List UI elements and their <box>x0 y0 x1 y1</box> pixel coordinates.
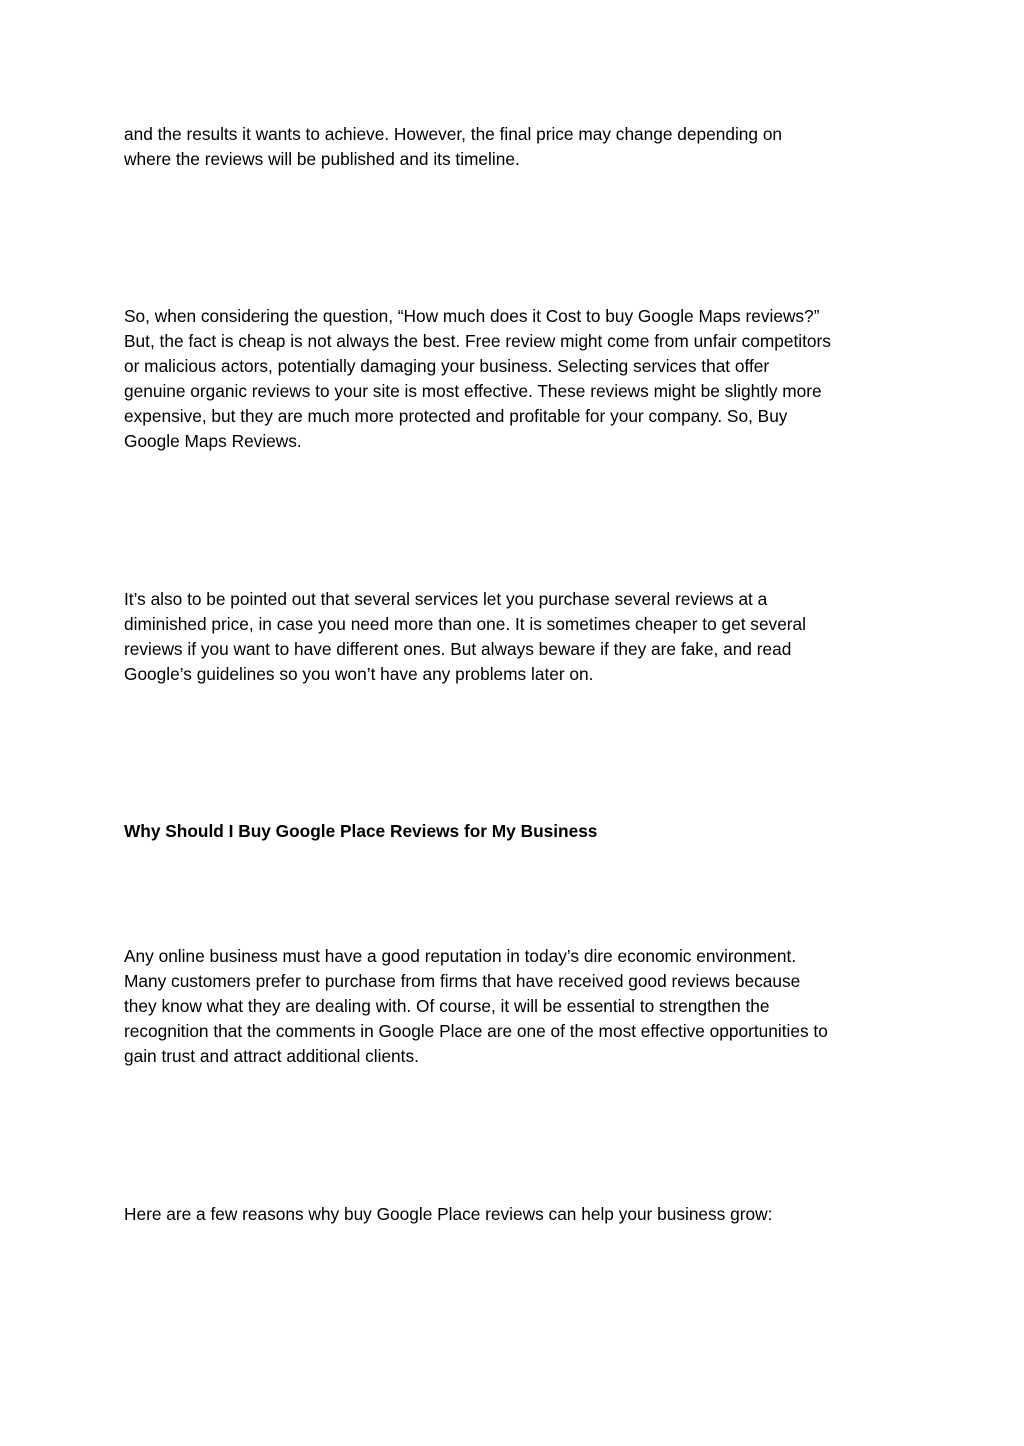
text-line: But, the fact is cheap is not always the best. Free review might come from unfair competitors <box>124 331 831 351</box>
text-line: Many customers prefer to purchase from firms that have received good reviews because <box>124 971 801 991</box>
text-line: So, when considering the question, “How much does it Cost to buy Google Maps reviews?” <box>124 306 820 326</box>
text-line: Google’s guidelines so you won’t have any problems later on. <box>124 664 594 684</box>
paragraph-bulk-purchase <box>124 587 904 687</box>
text-line: Google Maps Reviews. <box>124 431 302 451</box>
text-line: or malicious actors, potentially damaging your business. Selecting services that offer <box>124 356 770 376</box>
text-line: Any online business must have a good reputation in today’s dire economic environment. <box>124 946 797 966</box>
text-line: where the reviews will be published and its timeline. <box>124 149 520 169</box>
text-line: Here are a few reasons why buy Google Place reviews can help your business grow: <box>124 1204 773 1224</box>
paragraph-cost-question <box>124 304 904 454</box>
text-line: gain trust and attract additional clients. <box>124 1046 419 1066</box>
paragraph-reasons-intro <box>124 1202 904 1227</box>
section-heading: Why Should I Buy Google Place Reviews for My Business <box>124 821 598 841</box>
text-line: expensive, but they are much more protected and profitable for your company. So, Buy <box>124 406 788 426</box>
text-line: diminished price, in case you need more than one. It is sometimes cheaper to get several <box>124 614 807 634</box>
text-line: genuine organic reviews to your site is most effective. These reviews might be slightly more <box>124 381 822 401</box>
text-line: recognition that the comments in Google Place are one of the most effective opportunities to <box>124 1021 828 1041</box>
text-line: It’s also to be pointed out that several services let you purchase several reviews at a <box>124 589 768 609</box>
paragraph-pricing-factors <box>124 122 904 172</box>
text-line: reviews if you want to have different ones. But always beware if they are fake, and read <box>124 639 792 659</box>
text-line: they know what they are dealing with. Of course, it will be essential to strengthen the <box>124 996 770 1016</box>
text-line: and the results it wants to achieve. However, the final price may change depending on <box>124 124 783 144</box>
paragraph-reputation <box>124 944 904 1069</box>
